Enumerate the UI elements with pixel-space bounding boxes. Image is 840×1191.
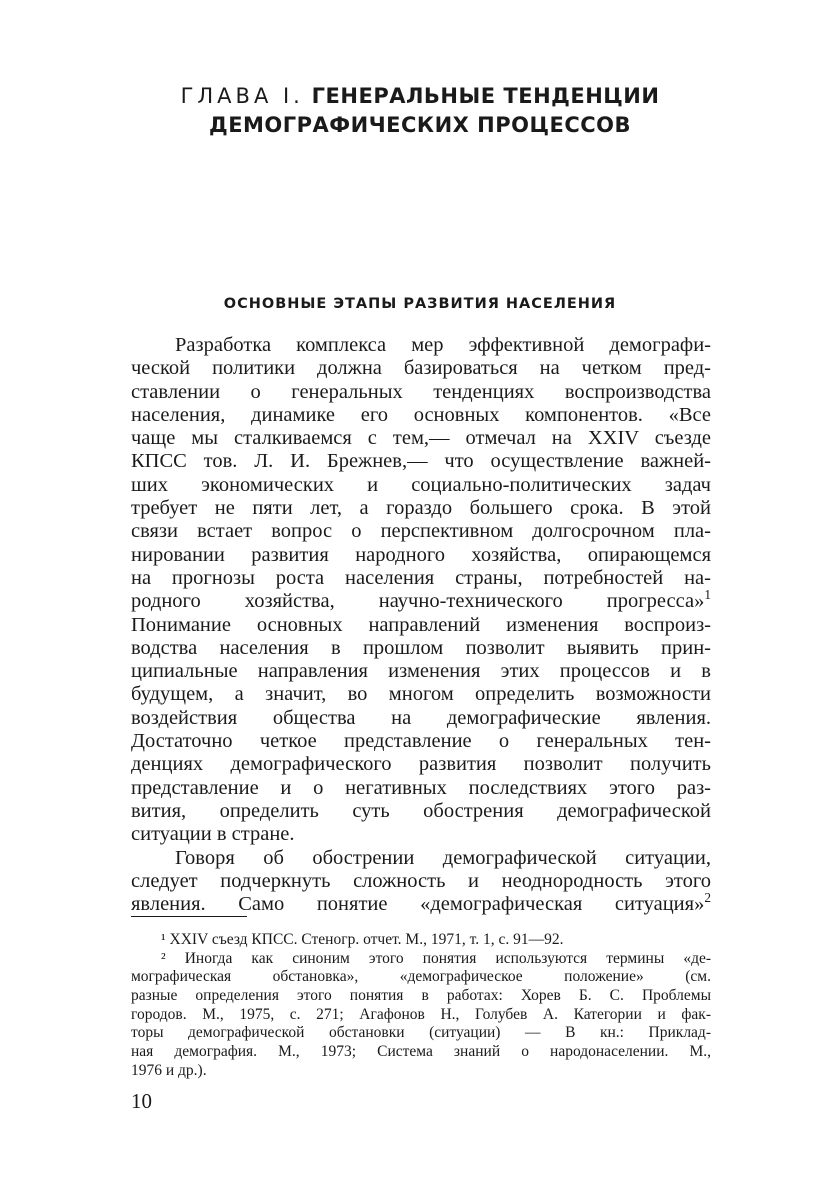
footnote-separator <box>131 916 247 917</box>
footnote-ref-1: 1 <box>704 587 711 603</box>
body-line: вития, определить суть обострения демографической <box>131 799 711 822</box>
body-line: денциях демографического развития позволит получить <box>131 753 711 776</box>
body-line: чаще мы сталкиваемся с тем,— отмечал на XXIV съезде <box>131 427 711 450</box>
footnotes <box>131 931 711 1081</box>
body-line: ческой политики должна базироваться на четком пред- <box>131 357 711 380</box>
footnote-ref-2: 2 <box>704 890 711 906</box>
chapter-label: ГЛАВА I. <box>180 84 304 108</box>
footnote-line: 1976 и др.). <box>131 1061 207 1079</box>
body-line: Понимание основных направлений изменения воспроиз- <box>131 613 711 636</box>
body-line: требует не пяти лет, а гораздо большего срока. В этой <box>131 497 711 520</box>
page-number: 10 <box>131 1089 152 1113</box>
chapter-heading-line-1 <box>130 82 710 111</box>
body-line: Разработка комплекса мер эффективной демографи- <box>175 334 711 356</box>
footnote-line: городов. М., 1975, с. 271; Агафонов Н., Голубев А. Категории и фак- <box>131 1005 711 1023</box>
body-line: ципиальные направления изменения этих процессов и в <box>131 660 711 683</box>
chapter-heading <box>130 82 710 140</box>
body-line: КПСС тов. Л. И. Брежнев,— что осуществление важней- <box>131 450 711 473</box>
footnote-line: ¹ XXIV съезд КПСС. Стеногр. отчет. М., 1971, т. 1, с. 91—92. <box>161 931 564 948</box>
body-line: на прогнозы роста населения страны, потребностей на- <box>131 566 711 589</box>
body-line-text: явления. Само понятие «демографическая ситуация» <box>131 893 705 916</box>
body-line: ших экономических и социально-политических задач <box>131 473 711 496</box>
body-line: связи встает вопрос о перспективном долгосрочном пла- <box>131 520 711 543</box>
body-line-with-footnote <box>131 587 711 613</box>
section-heading: ОСНОВНЫЕ ЭТАПЫ РАЗВИТИЯ НАСЕЛЕНИЯ <box>223 296 617 312</box>
body-line: воздействия общества на демографические явления. <box>131 706 711 729</box>
body-line-with-footnote <box>131 890 711 916</box>
body-line: ситуации в стране. <box>131 823 295 846</box>
body-line: представление и о негативных последствиях этого раз- <box>131 776 711 799</box>
body-text <box>131 334 711 916</box>
body-line: ставлении о генеральных тенденциях воспроизводства <box>131 380 711 403</box>
body-line: населения, динамике его основных компонентов. «Все <box>131 403 711 426</box>
chapter-title-line-2: ДЕМОГРАФИЧЕСКИХ ПРОЦЕССОВ <box>208 113 632 137</box>
body-line: следует подчеркнуть сложность и неоднородность этого <box>131 869 711 892</box>
footnote-line: торы демографической обстановки (ситуации) — В кн.: Приклад- <box>131 1024 711 1042</box>
footnote-line: ² Иногда как синоним этого понятия используются термины «де- <box>161 949 711 967</box>
body-line: будущем, а значит, во многом определить возможности <box>131 683 711 706</box>
body-line: водства населения в прошлом позволит выявить прин- <box>131 636 711 659</box>
body-line: Достаточно четкое представление о генеральных тен- <box>131 730 711 753</box>
chapter-title-line-1: ГЕНЕРАЛЬНЫЕ ТЕНДЕНЦИИ <box>311 84 660 108</box>
body-line: Говоря об обострении демографической ситуации, <box>175 846 711 869</box>
body-line-text: родного хозяйства, научно-технического прогресса» <box>131 590 705 613</box>
body-line: нировании развития народного хозяйства, опирающемся <box>131 543 711 566</box>
footnote-line: ная демография. М., 1973; Система знаний о народонаселении. М., <box>131 1043 711 1061</box>
footnote-line: мографическая обстановка», «демографическое положение» (см. <box>131 968 711 986</box>
footnote-line: разные определения этого понятия в работах: Хорев Б. С. Проблемы <box>131 987 711 1005</box>
